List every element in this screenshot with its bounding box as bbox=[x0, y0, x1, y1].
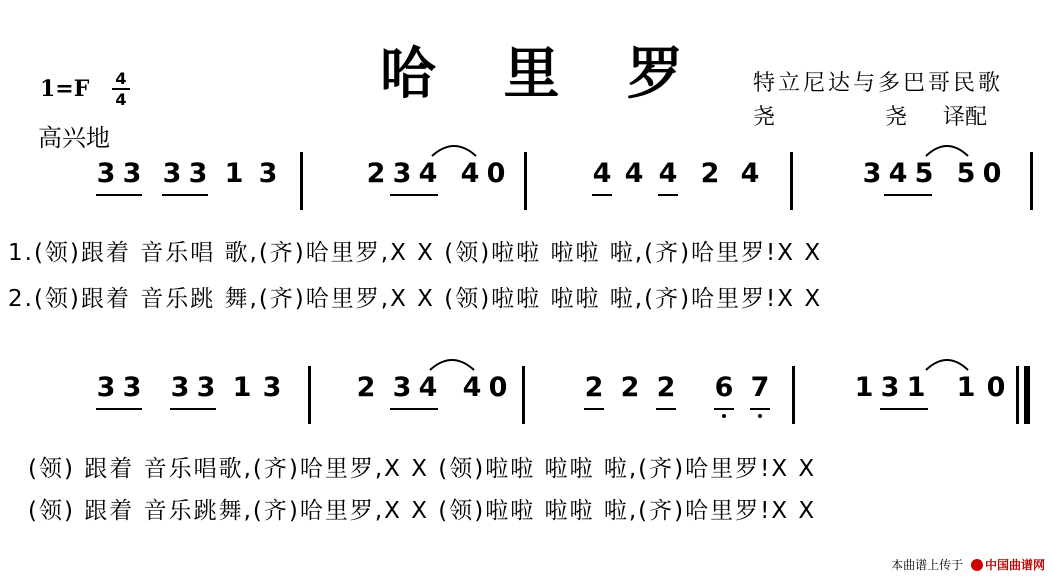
note: 3 bbox=[392, 158, 412, 189]
note: 4 bbox=[624, 158, 644, 189]
note: 2 bbox=[366, 158, 386, 189]
note: 2 bbox=[356, 372, 376, 403]
lyrics-line-1-verse-1: 1.(领)跟着 音乐唱 歌,(齐)哈里罗,X X (领)啦啦 啦啦 啦,(齐)哈里罗!X X bbox=[8, 240, 823, 266]
beam-underline bbox=[390, 408, 438, 410]
note: 6 bbox=[714, 372, 734, 403]
note: 1 bbox=[232, 372, 252, 403]
note: 0 bbox=[486, 158, 506, 189]
note: 3 bbox=[96, 158, 116, 189]
beam-underline bbox=[714, 408, 734, 410]
note: 2 bbox=[584, 372, 604, 403]
logo-text: 中国曲谱网 bbox=[984, 558, 1045, 572]
barline bbox=[524, 152, 527, 210]
note: 3 bbox=[862, 158, 882, 189]
beam-underline bbox=[658, 194, 678, 196]
beam-underline bbox=[884, 194, 932, 196]
time-signature-top: 4 bbox=[115, 69, 127, 88]
note: 4 bbox=[658, 158, 678, 189]
beam-underline bbox=[96, 194, 142, 196]
note: 5 bbox=[914, 158, 934, 189]
note: 0 bbox=[982, 158, 1002, 189]
note: 3 bbox=[170, 372, 190, 403]
note: 3 bbox=[96, 372, 116, 403]
barline bbox=[300, 152, 303, 210]
note: 4 bbox=[418, 372, 438, 403]
barline bbox=[522, 366, 525, 424]
notation-line-1 bbox=[0, 148, 1053, 218]
note: 3 bbox=[122, 158, 142, 189]
lyrics-line-1-verse-2: 2.(领)跟着 音乐跳 舞,(齐)哈里罗,X X (领)啦啦 啦啦 啦,(齐)哈里罗!X X bbox=[8, 286, 823, 312]
note: 2 bbox=[700, 158, 720, 189]
note: 3 bbox=[880, 372, 900, 403]
tie-slur bbox=[924, 140, 970, 160]
note: 7 bbox=[750, 372, 770, 403]
note: 1 bbox=[956, 372, 976, 403]
note: 3 bbox=[162, 158, 182, 189]
low-octave-dot bbox=[758, 414, 762, 418]
final-barline-thin bbox=[1016, 366, 1019, 424]
beam-underline bbox=[880, 408, 928, 410]
note: 3 bbox=[258, 158, 278, 189]
note: 4 bbox=[418, 158, 438, 189]
tie-slur bbox=[430, 140, 478, 160]
barline bbox=[792, 366, 795, 424]
beam-underline bbox=[96, 408, 142, 410]
footer-text: 本曲谱上传于 bbox=[891, 558, 964, 572]
beam-underline bbox=[656, 408, 676, 410]
song-origin: 特立尼达与多巴哥民歌 bbox=[753, 71, 1004, 96]
barline bbox=[1030, 152, 1033, 210]
note: 3 bbox=[262, 372, 282, 403]
tempo-marking: 高兴地 bbox=[38, 124, 110, 152]
song-title: 哈 里 罗 bbox=[380, 42, 707, 107]
lyrics-line-2-verse-2: (领) 跟着 音乐跳舞,(齐)哈里罗,X X (领)啦啦 啦啦 啦,(齐)哈里罗!X X bbox=[28, 498, 817, 524]
low-octave-dot bbox=[722, 414, 726, 418]
note: 4 bbox=[740, 158, 760, 189]
note: 1 bbox=[906, 372, 926, 403]
note: 0 bbox=[488, 372, 508, 403]
note: 2 bbox=[620, 372, 640, 403]
note: 0 bbox=[986, 372, 1006, 403]
beam-underline bbox=[162, 194, 208, 196]
time-signature bbox=[112, 70, 130, 108]
beam-underline bbox=[170, 408, 216, 410]
beam-underline bbox=[750, 408, 770, 410]
notation-line-2 bbox=[0, 362, 1053, 432]
note: 2 bbox=[656, 372, 676, 403]
time-signature-bottom: 4 bbox=[115, 90, 127, 109]
barline bbox=[308, 366, 311, 424]
beam-underline bbox=[390, 194, 438, 196]
note: 1 bbox=[224, 158, 244, 189]
note: 5 bbox=[956, 158, 976, 189]
final-barline-thick bbox=[1024, 366, 1030, 424]
tie-slur bbox=[428, 354, 476, 374]
beam-underline bbox=[592, 194, 612, 196]
note: 4 bbox=[592, 158, 612, 189]
note: 1 bbox=[854, 372, 874, 403]
arranger-credit bbox=[753, 100, 987, 131]
footer-attribution bbox=[891, 556, 1045, 573]
note: 4 bbox=[462, 372, 482, 403]
note: 3 bbox=[196, 372, 216, 403]
credit-left: 尧 bbox=[753, 105, 776, 130]
lyrics-line-2-verse-1: (领) 跟着 音乐唱歌,(齐)哈里罗,X X (领)啦啦 啦啦 啦,(齐)哈里罗!X X bbox=[28, 456, 817, 482]
barline bbox=[790, 152, 793, 210]
key-signature: 1=F bbox=[40, 76, 90, 102]
credit-right: 译配 bbox=[943, 105, 988, 130]
note: 3 bbox=[392, 372, 412, 403]
note: 4 bbox=[888, 158, 908, 189]
note: 4 bbox=[460, 158, 480, 189]
note: 3 bbox=[188, 158, 208, 189]
note: 3 bbox=[122, 372, 142, 403]
tie-slur bbox=[924, 354, 970, 374]
credit-middle: 尧 bbox=[885, 105, 908, 130]
logo-icon bbox=[971, 559, 983, 571]
beam-underline bbox=[584, 408, 604, 410]
site-logo bbox=[971, 556, 1045, 573]
